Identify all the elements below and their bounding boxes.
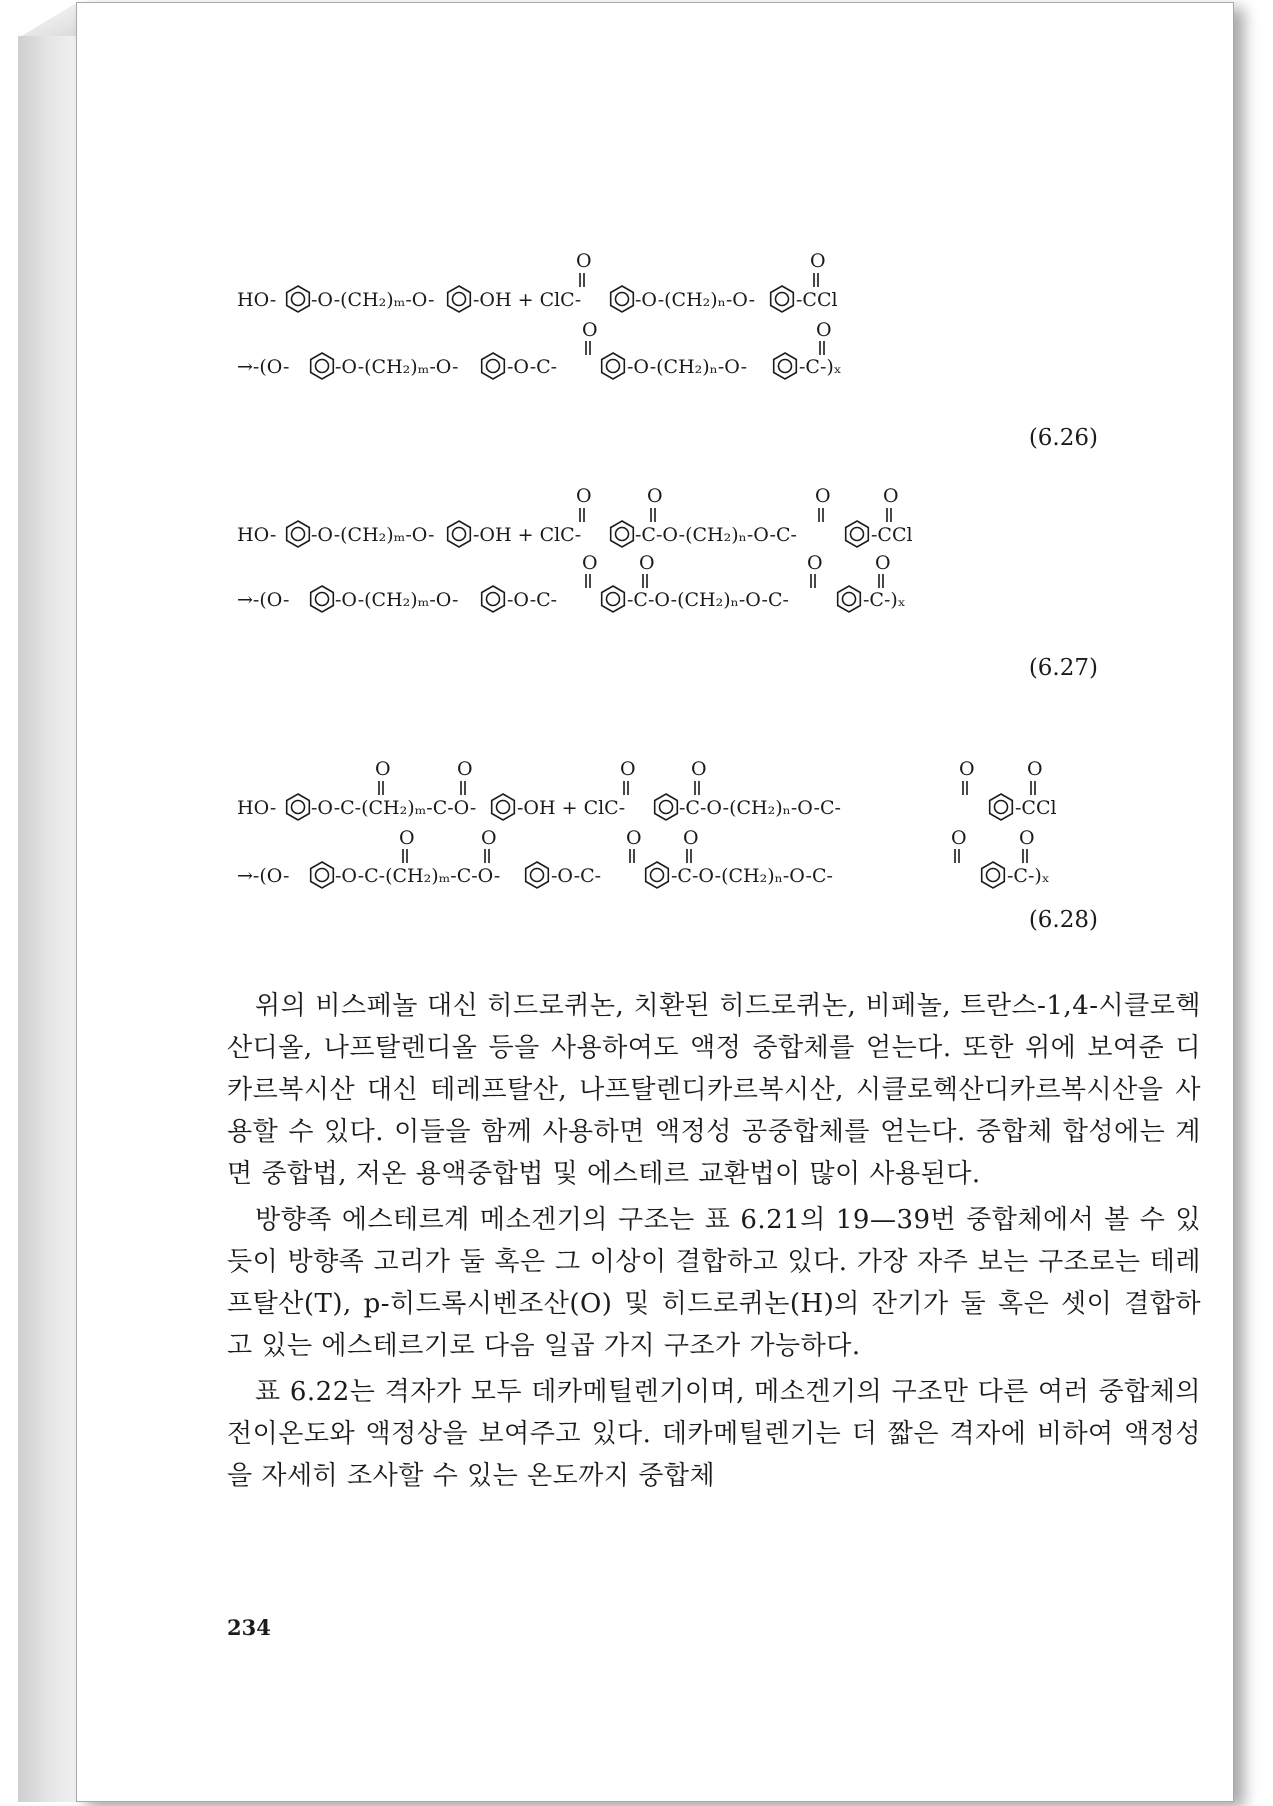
- equation-number: (6.27): [1028, 655, 1098, 681]
- double-bond-icon: [1031, 781, 1035, 795]
- eq3-p-seg-1: -O-C-(CH₂)ₘ-C-O-: [335, 865, 501, 887]
- double-bond-icon: [580, 508, 584, 522]
- eq1-r-seg-3: -O-(CH₂)ₙ-O-: [635, 289, 755, 311]
- eq2-p-seg-3: -C-O-(CH₂)ₙ-O-C-: [627, 589, 789, 611]
- double-bond-icon: [643, 574, 647, 588]
- benzene-ring-icon: [482, 353, 505, 379]
- eq2-r-seg-3: -C-O-(CH₂)ₙ-O-C-: [635, 524, 797, 546]
- equation-number: (6.28): [1028, 907, 1098, 933]
- double-bond-icon: [624, 781, 628, 795]
- reaction-schemes: [77, 3, 1235, 1003]
- equation-6-26: [237, 250, 842, 379]
- eq2-p-seg-4: -C-)ₓ: [863, 589, 906, 611]
- eq2-r-co-1: O: [647, 485, 663, 507]
- eq2-p-co-2: O: [807, 552, 823, 574]
- equation-number: (6.26): [1028, 425, 1098, 451]
- double-bond-icon: [814, 273, 818, 287]
- double-bond-icon: [963, 781, 967, 795]
- benzene-ring-icon: [311, 586, 334, 612]
- eq3-r-seg-2: -OH + ClC-: [517, 797, 626, 819]
- eq3-p-seg-3: -C-O-(CH₂)ₙ-O-C-: [671, 865, 833, 887]
- book-spine: [18, 36, 78, 1802]
- double-bond-icon: [819, 508, 823, 522]
- benzene-ring-icon: [492, 794, 515, 820]
- eq1-reactant-row: [237, 250, 838, 312]
- eq1-r-co-0: O: [576, 250, 592, 272]
- eq2-p-co-1: O: [639, 552, 655, 574]
- paragraph: 방향족 에스테르계 메소겐기의 구조는 표 6.21의 19—39번 중합체에서 볼 수 있듯이 방향족 고리가 둘 혹은 그 이상이 결합하고 있다. 가장 자주 보는 구조로는 테레프탈산(T), p-히드록시벤조산(O) 및 히드로퀴논(H)의 잔기가 둘 혹은 셋이 결합하고 있는 에스테르기로 다음 일곱 가지 구조가 가능하다.: [227, 1205, 1201, 1361]
- benzene-ring-icon: [448, 286, 471, 312]
- double-bond-icon: [379, 781, 383, 795]
- eq2-r-seg-4: -CCl: [871, 524, 913, 546]
- book-page: [76, 2, 1234, 1802]
- double-bond-icon: [461, 781, 465, 795]
- benzene-ring-icon: [774, 353, 797, 379]
- eq3-r-co-5: O: [1027, 758, 1043, 780]
- benzene-ring-icon: [611, 286, 634, 312]
- double-bond-icon: [651, 508, 655, 522]
- double-bond-icon: [695, 781, 699, 795]
- eq3-r-seg-0: HO-: [237, 797, 277, 819]
- benzene-ring-icon: [771, 286, 794, 312]
- double-bond-icon: [820, 341, 824, 355]
- eq3-p-co-2: O: [626, 827, 642, 849]
- eq1-p-seg-4: -C-)ₓ: [799, 356, 842, 378]
- eq3-r-co-1: O: [457, 758, 473, 780]
- eq3-reactant-row: [237, 758, 1057, 820]
- eq2-r-seg-0: HO-: [237, 524, 277, 546]
- eq1-r-seg-1: -O-(CH₂)ₘ-O-: [311, 289, 435, 311]
- double-bond-icon: [630, 849, 634, 863]
- eq3-p-co-5: O: [1019, 827, 1035, 849]
- eq1-p-seg-0: →-(O-: [237, 356, 290, 378]
- book-spine-top: [18, 2, 78, 38]
- benzene-ring-icon: [838, 586, 861, 612]
- eq1-p-seg-1: -O-(CH₂)ₘ-O-: [335, 356, 459, 378]
- eq3-p-co-1: O: [481, 827, 497, 849]
- eq2-r-co-2: O: [815, 485, 831, 507]
- benzene-ring-icon: [287, 521, 310, 547]
- benzene-ring-icon: [990, 794, 1013, 820]
- eq2-r-seg-2: -OH + ClC-: [473, 524, 582, 546]
- eq3-p-seg-0: →-(O-: [237, 865, 290, 887]
- eq3-p-co-3: O: [683, 827, 699, 849]
- eq1-p-co-0: O: [582, 319, 598, 341]
- benzene-ring-icon: [846, 521, 869, 547]
- paragraph: 표 6.22는 격자가 모두 데카메틸렌기이며, 메소겐기의 구조만 다른 여러 중합체의 전이온도와 액정상을 보여주고 있다. 데카메틸렌기는 더 짧은 격자에 비하여 액정성을 자세히 조사할 수 있는 온도까지 중합체: [227, 1377, 1201, 1491]
- double-bond-icon: [586, 341, 590, 355]
- eq3-p-co-0: O: [399, 827, 415, 849]
- eq2-p-seg-2: -O-C-: [507, 589, 558, 611]
- double-bond-icon: [580, 273, 584, 287]
- eq1-r-seg-0: HO-: [237, 289, 277, 311]
- double-bond-icon: [887, 508, 891, 522]
- eq2-product-row: [237, 552, 906, 612]
- eq3-r-co-2: O: [620, 758, 636, 780]
- benzene-ring-icon: [287, 794, 310, 820]
- eq1-p-seg-2: -O-C-: [507, 356, 558, 378]
- eq1-product-row: [237, 319, 842, 379]
- benzene-ring-icon: [602, 586, 625, 612]
- eq2-p-co-0: O: [582, 552, 598, 574]
- eq3-r-co-4: O: [959, 758, 975, 780]
- eq2-p-seg-0: →-(O-: [237, 589, 290, 611]
- benzene-ring-icon: [482, 586, 505, 612]
- eq3-r-seg-3: -C-O-(CH₂)ₙ-O-C-: [679, 797, 841, 819]
- benzene-ring-icon: [526, 862, 549, 888]
- equation-6-28: [237, 758, 1057, 888]
- eq1-r-seg-4: -CCl: [796, 289, 838, 311]
- eq1-p-co-1: O: [816, 319, 832, 341]
- eq1-r-co-1: O: [810, 250, 826, 272]
- benzene-ring-icon: [311, 862, 334, 888]
- eq2-r-co-3: O: [883, 485, 899, 507]
- benzene-ring-icon: [287, 286, 310, 312]
- eq2-p-seg-1: -O-(CH₂)ₘ-O-: [335, 589, 459, 611]
- page-number: 234: [227, 1615, 271, 1640]
- eq3-p-seg-2: -O-C-: [551, 865, 602, 887]
- equation-6-27: [237, 485, 913, 612]
- eq3-r-seg-1: -O-C-(CH₂)ₘ-C-O-: [311, 797, 477, 819]
- double-bond-icon: [485, 849, 489, 863]
- double-bond-icon: [879, 574, 883, 588]
- double-bond-icon: [955, 849, 959, 863]
- eq3-p-co-4: O: [951, 827, 967, 849]
- benzene-ring-icon: [646, 862, 669, 888]
- eq3-r-co-0: O: [375, 758, 391, 780]
- double-bond-icon: [586, 574, 590, 588]
- benzene-ring-icon: [448, 521, 471, 547]
- eq3-p-seg-4: -C-)ₓ: [1007, 865, 1050, 887]
- eq3-r-co-3: O: [691, 758, 707, 780]
- eq2-r-co-0: O: [576, 485, 592, 507]
- benzene-ring-icon: [611, 521, 634, 547]
- benzene-ring-icon: [311, 353, 334, 379]
- benzene-ring-icon: [982, 862, 1005, 888]
- body-text: [227, 985, 1201, 1501]
- double-bond-icon: [687, 849, 691, 863]
- benzene-ring-icon: [602, 353, 625, 379]
- double-bond-icon: [811, 574, 815, 588]
- eq1-r-seg-2: -OH + ClC-: [473, 289, 582, 311]
- eq3-product-row: [237, 827, 1050, 888]
- eq2-p-co-3: O: [875, 552, 891, 574]
- eq2-r-seg-1: -O-(CH₂)ₘ-O-: [311, 524, 435, 546]
- double-bond-icon: [1023, 849, 1027, 863]
- double-bond-icon: [403, 849, 407, 863]
- eq2-reactant-row: [237, 485, 913, 547]
- eq3-r-seg-4: -CCl: [1015, 797, 1057, 819]
- eq1-p-seg-3: -O-(CH₂)ₙ-O-: [627, 356, 747, 378]
- paragraph: 위의 비스페놀 대신 히드로퀴논, 치환된 히드로퀴논, 비페놀, 트란스-1,4-시클로헥산디올, 나프탈렌디올 등을 사용하여도 액정 중합체를 얻는다. 또한 위에 보여준 디카르복시산 대신 테레프탈산, 나프탈렌디카르복시산, 시클로헥산디카르복시산을 사용할 수 있다. 이들을 함께 사용하면 액정성 공중합체를 얻는다. 중합체 합성에는 계면 중합법, 저온 용액중합법 및 에스테르 교환법이 많이 사용된다.: [227, 991, 1201, 1189]
- benzene-ring-icon: [655, 794, 678, 820]
